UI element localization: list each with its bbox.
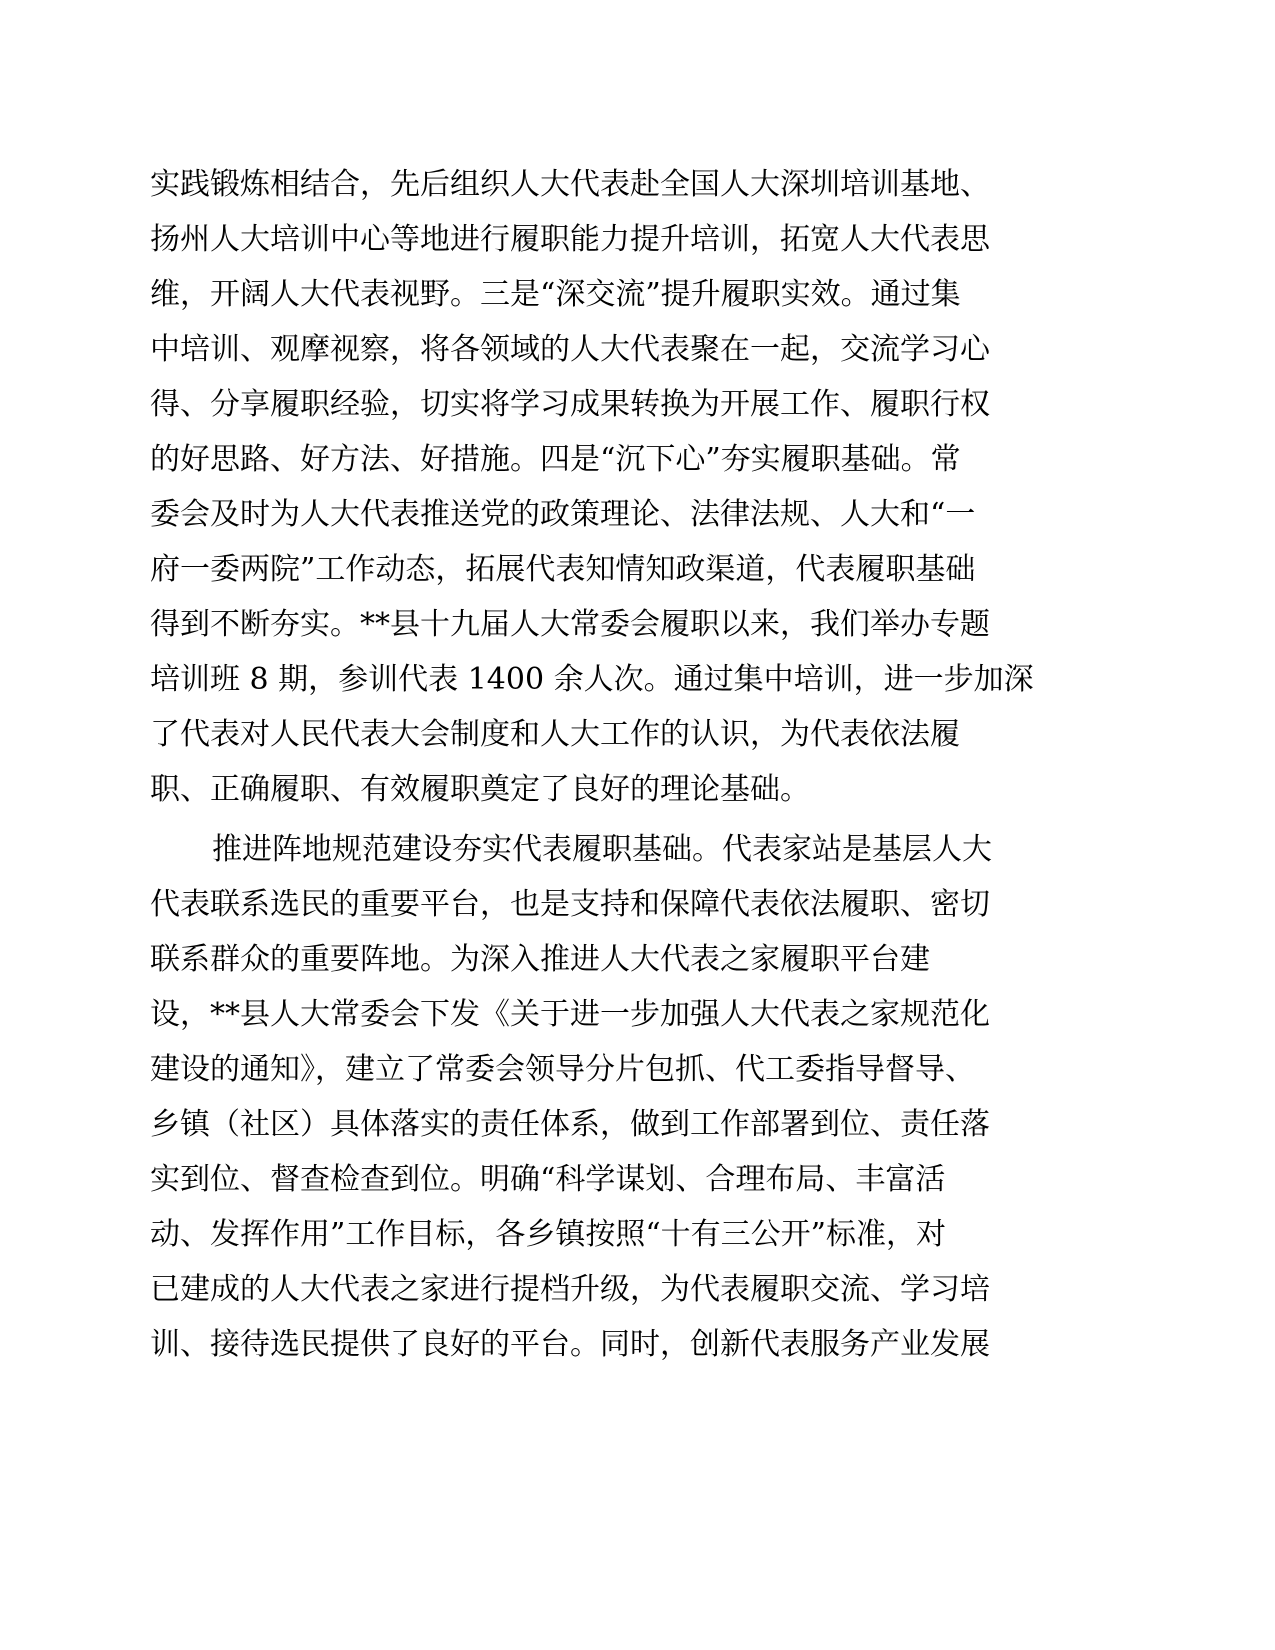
- text-line: 扬州人大培训中心等地进行履职能力提升培训，拓宽人大代表思: [150, 222, 990, 257]
- text-line: 已建成的人大代表之家进行提档升级，为代表履职交流、学习培: [150, 1272, 990, 1307]
- text-line: 得、分享履职经验，切实将学习成果转换为开展工作、履职行权: [150, 387, 990, 422]
- text-line: 代表联系选民的重要平台，也是支持和保障代表依法履职、密切: [150, 887, 990, 922]
- text-line: 的好思路、好方法、好措施。四是“沉下心”夯实履职基础。常: [150, 442, 961, 477]
- text-line: 实到位、督查检查到位。明确“科学谋划、合理布局、丰富活: [150, 1162, 946, 1197]
- text-line: 中培训、观摩视察，将各领域的人大代表聚在一起，交流学习心: [150, 332, 990, 367]
- text-line: 乡镇（社区）具体落实的责任体系，做到工作部署到位、责任落: [150, 1107, 990, 1142]
- text-line: 职、正确履职、有效履职奠定了良好的理论基础。: [150, 772, 810, 807]
- text-line: 建设的通知》，建立了常委会领导分片包抓、代工委指导督导、: [150, 1052, 975, 1087]
- text-line: 设，**县人大常委会下发《关于进一步加强人大代表之家规范化: [150, 997, 990, 1032]
- text-line: 联系群众的重要阵地。为深入推进人大代表之家履职平台建: [150, 942, 930, 977]
- text-line: 培训班 8 期，参训代表 1400 余人次。通过集中培训，进一步加深: [150, 662, 1034, 697]
- text-line: 训、接待选民提供了良好的平台。同时，创新代表服务产业发展: [150, 1327, 990, 1362]
- text-line: 动、发挥作用”工作目标，各乡镇按照“十有三公开”标准，对: [150, 1217, 947, 1252]
- text-line: 了代表对人民代表大会制度和人大工作的认识，为代表依法履: [150, 717, 960, 752]
- text-line: 推进阵地规范建设夯实代表履职基础。代表家站是基层人大: [212, 832, 992, 867]
- text-line: 府一委两院”工作动态，拓展代表知情知政渠道，代表履职基础: [150, 552, 976, 587]
- text-line: 维，开阔人大代表视野。三是“深交流”提升履职实效。通过集: [150, 277, 961, 312]
- text-line: 委会及时为人大代表推送党的政策理论、法律法规、人大和“一: [150, 497, 976, 532]
- text-line: 实践锻炼相结合，先后组织人大代表赴全国人大深圳培训基地、: [150, 167, 990, 202]
- text-line: 得到不断夯实。**县十九届人大常委会履职以来，我们举办专题: [150, 607, 990, 642]
